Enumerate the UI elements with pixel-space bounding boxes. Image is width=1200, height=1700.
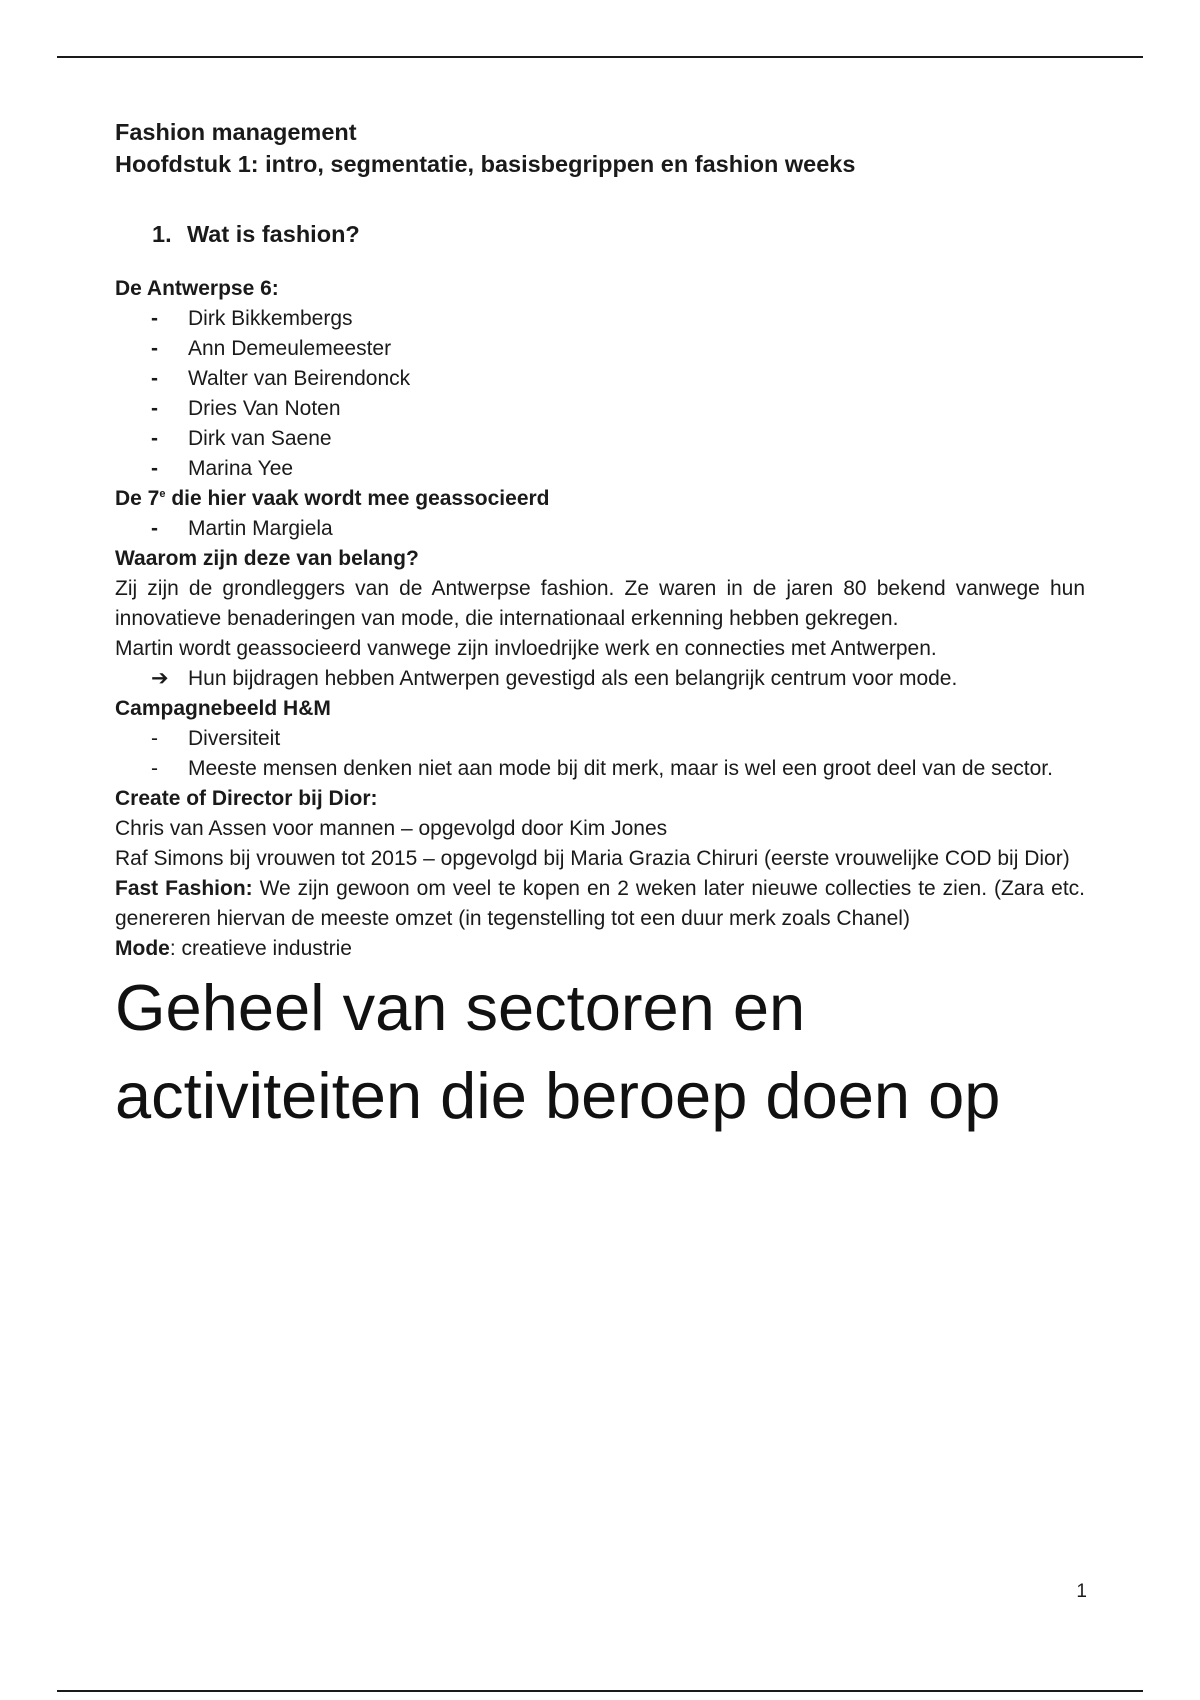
martin-paragraph: Martin wordt geassocieerd vanwege zijn invloedrijke werk en connecties met Antwerpen.	[115, 637, 937, 660]
dash-bullet: -	[151, 337, 158, 360]
section-title: Wat is fashion?	[187, 221, 360, 247]
dash-bullet: -	[151, 457, 158, 480]
campaign-list	[115, 724, 1085, 784]
seventh-list	[115, 514, 1085, 544]
list-item: - Walter van Beirendonck	[151, 364, 1085, 394]
page-number: 1	[1076, 1581, 1087, 1602]
fast-fashion-label: Fast Fashion:	[115, 877, 253, 900]
list-item: - Ann Demeulemeester	[151, 334, 1085, 364]
dash-bullet: -	[151, 757, 158, 780]
list-item: - Martin Margiela	[151, 514, 1085, 544]
dash-bullet: -	[151, 367, 158, 390]
top-rule	[57, 56, 1143, 58]
document-title: Fashion management	[115, 119, 357, 145]
importance-label: Waarom zijn deze van belang?	[115, 547, 419, 570]
list-item: - Dries Van Noten	[151, 394, 1085, 424]
list-item: - Dirk van Saene	[151, 424, 1085, 454]
chapter-title: Hoofdstuk 1: intro, segmentatie, basisbegrippen en fashion weeks	[115, 151, 856, 177]
dior-line-men: Chris van Assen voor mannen – opgevolgd door Kim Jones	[115, 817, 668, 840]
list-item: - Diversiteit	[151, 724, 1085, 754]
arrow-item-text: Hun bijdragen hebben Antwerpen gevestigd als een belangrijk centrum voor mode.	[188, 667, 958, 690]
antwerp-six-list	[115, 304, 1085, 484]
arrow-list-item	[151, 664, 1085, 694]
mode-paragraph: Mode: creatieve industrie	[115, 937, 352, 960]
list-item: - Dirk Bikkembergs	[151, 304, 1085, 334]
large-body-text: Geheel van sectoren en activiteiten die beroep doen op	[115, 971, 1001, 1132]
bottom-rule	[57, 1690, 1143, 1692]
section-heading	[152, 218, 1085, 250]
dash-bullet: -	[151, 397, 158, 420]
dash-bullet: -	[151, 427, 158, 450]
dash-bullet: -	[151, 517, 158, 540]
campaign-label: Campagnebeeld H&M	[115, 697, 331, 720]
section-number: 1.	[152, 221, 172, 247]
mode-label: Mode	[115, 937, 170, 960]
dash-bullet: -	[151, 307, 158, 330]
dior-label: Create of Director bij Dior:	[115, 787, 378, 810]
list-item: - Marina Yee	[151, 454, 1085, 484]
arrow-right-icon: ➔	[151, 667, 169, 690]
dash-bullet: -	[151, 727, 158, 750]
document-body	[115, 116, 1085, 1140]
antwerp-six-label: De Antwerpse 6:	[115, 277, 279, 300]
fast-fashion-paragraph: Fast Fashion: We zijn gewoon om veel te kopen en 2 weken later nieuwe collecties te zien. (Zara etc. genereren hiervan de meeste omzet (in tegenstelling tot een duur merk zoals Chanel)	[115, 877, 1085, 930]
list-item: - Meeste mensen denken niet aan mode bij dit merk, maar is wel een groot deel van de sector.	[151, 754, 1085, 784]
importance-paragraph: Zij zijn de grondleggers van de Antwerpse fashion. Ze waren in de jaren 80 bekend vanwege hun innovatieve benaderingen van mode, die internationaal erkenning hebben gekregen.	[115, 577, 1085, 630]
seventh-label: De 7e die hier vaak wordt mee geassocieerd	[115, 487, 550, 510]
dior-line-women: Raf Simons bij vrouwen tot 2015 – opgevolgd bij Maria Grazia Chiruri (eerste vrouwelijke COD bij Dior)	[115, 847, 1070, 870]
